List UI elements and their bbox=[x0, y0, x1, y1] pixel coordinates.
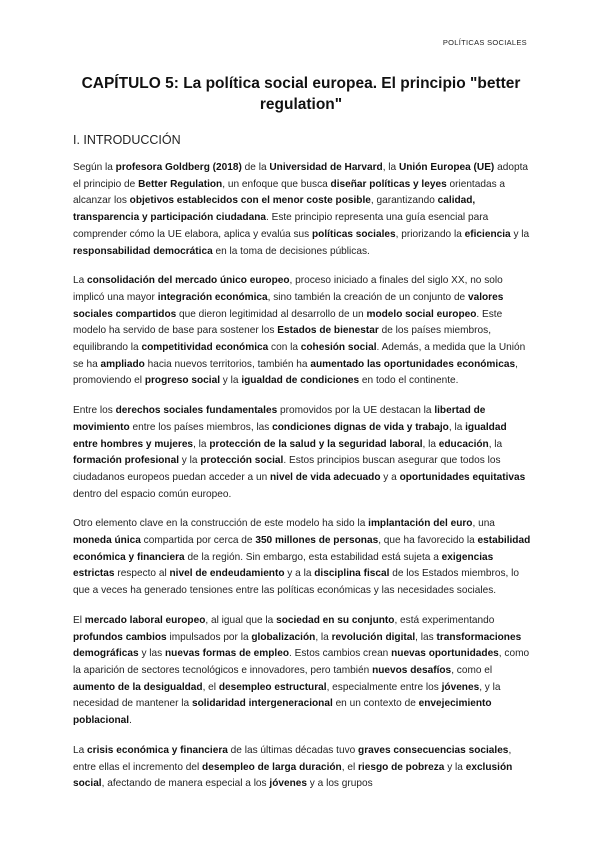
bold-term: revolución digital bbox=[331, 631, 416, 643]
chapter-title: CAPÍTULO 5: La política social europea. El principio "better regulation" bbox=[81, 75, 521, 113]
text-run: entre los países miembros, las bbox=[129, 421, 273, 433]
text-run: y la bbox=[220, 375, 242, 387]
bold-term: nivel de vida adecuado bbox=[269, 471, 381, 483]
bold-term: Universidad de Harvard bbox=[269, 162, 383, 173]
bold-term: profundos cambios bbox=[73, 631, 167, 643]
text-run: , está experimentando bbox=[394, 614, 495, 626]
bold-term: mercado laboral europeo bbox=[84, 614, 206, 626]
bold-term: riesgo de pobreza bbox=[358, 761, 445, 773]
section-heading: I. INTRODUCCIÓN bbox=[73, 133, 181, 147]
text-run: La bbox=[73, 275, 88, 287]
bold-term: moneda única bbox=[73, 535, 141, 547]
bold-term: políticas sociales bbox=[312, 228, 396, 240]
bold-term: modelo social europeo bbox=[366, 308, 477, 320]
text-run: , la bbox=[488, 438, 503, 450]
bold-term: calidad, transparencia y participación ciudadana bbox=[73, 195, 476, 224]
text-run: , al igual que la bbox=[205, 614, 277, 626]
text-run: , un enfoque que busca bbox=[222, 178, 331, 190]
text-run: que dieron legitimidad al desarrollo de un bbox=[176, 308, 367, 320]
text-run: adopta el principio de bbox=[73, 162, 528, 190]
text-run: y la bbox=[510, 228, 530, 240]
text-run: de los países miembros, equilibrando la bbox=[73, 325, 491, 354]
paragraph bbox=[73, 403, 531, 503]
text-run: de la bbox=[241, 162, 270, 173]
text-run: y a la bbox=[284, 568, 315, 580]
bold-term: estabilidad económica y financiera bbox=[73, 535, 531, 563]
bold-term: progreso social bbox=[144, 375, 220, 387]
text-run: , el bbox=[341, 761, 358, 773]
text-run: de los Estados miembros, lo que a veces ha generado tensiones entre las políticas económicas y las necesidades sociales. bbox=[73, 568, 519, 597]
text-run: de la región. Sin embargo, esta estabilidad está sujeta a bbox=[184, 551, 442, 563]
paragraph bbox=[73, 516, 531, 600]
bold-term: Estados de bienestar bbox=[277, 325, 379, 337]
bold-term: profesora Goldberg (2018) bbox=[115, 162, 242, 173]
text-run: , sino también la creación de un conjunto de bbox=[267, 291, 468, 303]
text-run: , priorizando la bbox=[395, 228, 465, 240]
bold-term: sociedad en su conjunto bbox=[276, 614, 395, 626]
text-run: , proceso iniciado a finales del siglo XX, no solo implicó una mayor bbox=[73, 275, 503, 303]
bold-term: desempleo de larga duración bbox=[202, 761, 342, 773]
text-run: , entre ellas el incremento del bbox=[73, 744, 512, 773]
bold-term: jóvenes bbox=[269, 778, 307, 790]
text-run: , especialmente entre los bbox=[326, 681, 442, 693]
bold-term: exigencias estrictas bbox=[73, 551, 494, 580]
bold-term: jóvenes bbox=[441, 681, 480, 693]
bold-term: formación profesional bbox=[73, 455, 179, 467]
text-run: , afectando de manera especial a los bbox=[101, 778, 270, 790]
text-run: , como el bbox=[451, 664, 493, 676]
text-run: , garantizando bbox=[370, 195, 438, 207]
text-run: en la toma de decisiones públicas. bbox=[212, 245, 370, 257]
text-run: en un contexto de bbox=[332, 698, 419, 710]
bold-term: envejecimiento poblacional bbox=[73, 698, 492, 727]
bold-term: competitividad económica bbox=[141, 342, 269, 354]
text-run: y la bbox=[179, 455, 201, 467]
bold-term: graves consecuencias sociales bbox=[358, 744, 509, 756]
bold-term: nuevas formas de empleo bbox=[165, 648, 289, 660]
text-run: , y la necesidad de mantener la bbox=[73, 681, 501, 710]
bold-term: objetivos establecidos con el menor coste posible bbox=[129, 195, 371, 207]
bold-term: integración económica bbox=[157, 291, 268, 303]
text-run: hacia nuevos territorios, también ha bbox=[144, 358, 311, 370]
bold-term: 350 millones de personas bbox=[255, 535, 379, 547]
running-header: POLÍTICAS SOCIALES bbox=[442, 38, 527, 47]
text-run: dentro del espacio común europeo. bbox=[73, 488, 232, 500]
bold-term: educación bbox=[438, 438, 489, 450]
bold-term: Unión Europea (UE) bbox=[398, 162, 495, 173]
text-run: y a los grupos bbox=[307, 778, 373, 790]
bold-term: aumento de la desigualdad bbox=[73, 681, 203, 693]
bold-term: valores sociales compartidos bbox=[73, 291, 504, 320]
text-run: . Este modelo ha servido de base para sostener los bbox=[73, 308, 503, 337]
text-run: de las últimas décadas tuvo bbox=[227, 744, 359, 756]
text-run: Otro elemento clave en la construcción de este modelo ha sido la bbox=[73, 518, 369, 530]
text-run: , la bbox=[422, 438, 439, 450]
bold-term: ampliado bbox=[100, 358, 145, 370]
bold-term: protección de la salud y la seguridad laboral bbox=[209, 438, 423, 450]
bold-term: crisis económica y financiera bbox=[87, 744, 228, 756]
text-run: Según la bbox=[73, 162, 116, 173]
bold-term: aumentado las oportunidades económicas bbox=[310, 358, 516, 370]
bold-term: diseñar políticas y leyes bbox=[330, 178, 447, 190]
bold-term: nivel de endeudamiento bbox=[169, 568, 285, 580]
text-run: respecto al bbox=[114, 568, 170, 580]
text-run: y la bbox=[444, 761, 466, 773]
text-run: compartida por cerca de bbox=[140, 535, 256, 547]
text-run: Entre los bbox=[73, 405, 116, 417]
text-run: , la bbox=[448, 421, 466, 433]
text-run: , la bbox=[382, 162, 399, 173]
text-run: , la bbox=[315, 631, 332, 643]
text-run: , que ha favorecido la bbox=[378, 535, 478, 547]
text-run: La bbox=[73, 744, 88, 756]
text-run: , como la aparición de sectores tecnológicos e innovadores, pero también bbox=[73, 648, 530, 676]
bold-term: implantación del euro bbox=[368, 518, 473, 530]
bold-term: oportunidades equitativas bbox=[399, 471, 526, 483]
bold-term: consolidación del mercado único europeo bbox=[87, 275, 290, 287]
paragraph bbox=[73, 160, 531, 260]
text-run: , el bbox=[202, 681, 219, 693]
text-run: . Estos principios buscan asegurar que todos los ciudadanos europeos puedan acceder a un bbox=[73, 455, 501, 483]
text-run: , la bbox=[193, 438, 210, 450]
bold-term: condiciones dignas de vida y trabajo bbox=[272, 421, 449, 433]
bold-term: nuevos desafíos bbox=[372, 664, 452, 676]
text-run: El bbox=[73, 614, 85, 626]
bold-term: nuevas oportunidades bbox=[391, 648, 499, 660]
paragraph bbox=[73, 273, 531, 390]
bold-term: globalización bbox=[251, 631, 316, 643]
text-run: , una bbox=[472, 518, 495, 530]
paragraph bbox=[73, 613, 531, 730]
text-run: , las bbox=[415, 631, 437, 643]
bold-term: exclusión social bbox=[73, 761, 513, 790]
text-run: en todo el continente. bbox=[359, 375, 459, 387]
text-run: orientadas a alcanzar los bbox=[73, 178, 506, 207]
bold-term: cohesión social bbox=[300, 342, 377, 354]
text-run: con la bbox=[268, 342, 301, 354]
text-run: . Estos cambios crean bbox=[289, 648, 392, 660]
bold-term: desempleo estructural bbox=[218, 681, 327, 693]
text-run: . bbox=[129, 715, 132, 727]
bold-term: igualdad entre hombres y mujeres bbox=[73, 421, 507, 450]
bold-term: responsabilidad democrática bbox=[73, 245, 213, 257]
bold-term: derechos sociales fundamentales bbox=[115, 405, 278, 417]
text-run: . Además, a medida que la Unión se ha bbox=[73, 342, 526, 370]
bold-term: transformaciones demográficas bbox=[73, 631, 522, 660]
bold-term: libertad de movimiento bbox=[73, 405, 486, 433]
bold-term: igualdad de condiciones bbox=[241, 375, 360, 387]
text-run: , promoviendo el bbox=[73, 358, 518, 387]
text-run: promovidos por la UE destacan la bbox=[277, 405, 435, 417]
text-run: . Este principio representa una guía esencial para comprender cómo la UE elabora, aplica y evalúa sus bbox=[73, 212, 489, 240]
bold-term: disciplina fiscal bbox=[314, 568, 390, 580]
paragraph bbox=[73, 743, 531, 793]
text-run: y a bbox=[380, 471, 400, 483]
bold-term: eficiencia bbox=[464, 228, 511, 240]
bold-term: solidaridad intergeneracional bbox=[191, 698, 333, 710]
bold-term: Better Regulation bbox=[138, 178, 223, 190]
document-body bbox=[73, 160, 531, 806]
text-run: y las bbox=[138, 648, 166, 660]
text-run: impulsados por la bbox=[166, 631, 252, 643]
bold-term: protección social bbox=[200, 455, 284, 467]
